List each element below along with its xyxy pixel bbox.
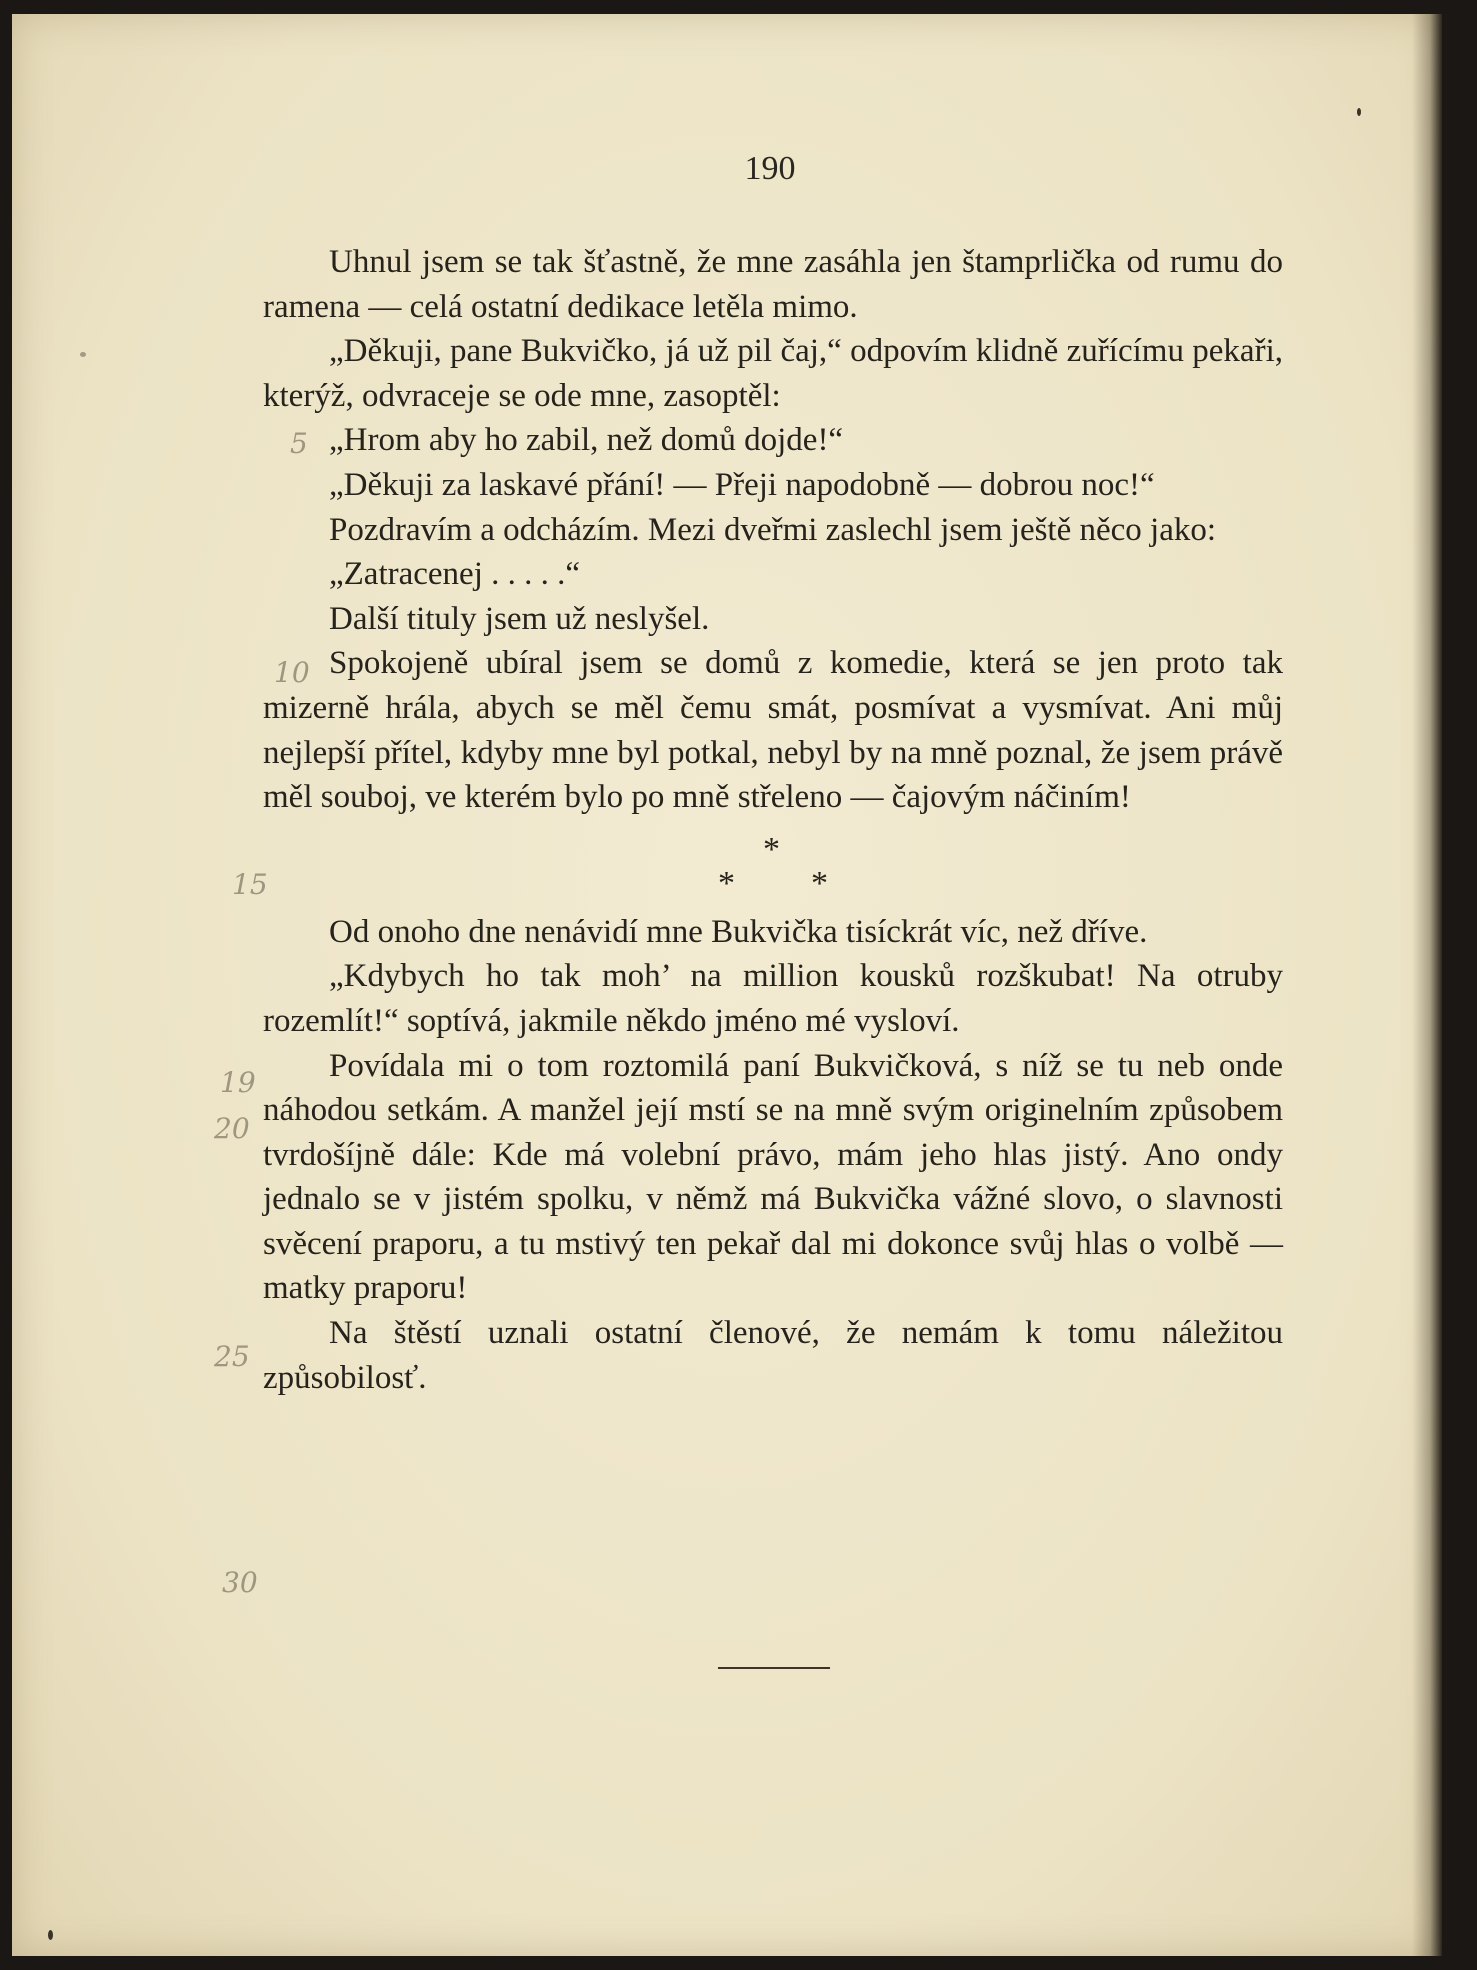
margin-line-number: 15	[232, 868, 268, 901]
paragraph-11: Povídala mi o tom roztomilá paní Bukvičková, s níž se tu neb onde náhodou setkám. A manžel její mstí se na mně svým originelním způsobem tvrdošíjně dále: Kde má volební právo, mám jeho hlas jistý. Ano ondy jednalo se v jistém spolku, v němž má Bukvička vážné slovo, o slavnosti svěcení praporu, a tu mstivý ten pekař dal mi dokonce svůj hlas o volbě — matky praporu!	[263, 1047, 1283, 1307]
section-separator	[263, 820, 1283, 910]
paragraph-12: Na štěstí uznali ostatní členové, že nemám k tomu náležitou způsobilosť.	[263, 1315, 1283, 1396]
end-rule	[718, 1667, 830, 1669]
paragraph-2: „Děkuji, pane Bukvičko, já už pil čaj,“ odpovím klidně zuřícímu pekaři, kterýž, odvraceje se ode mne, zasoptěl:	[263, 333, 1283, 414]
paragraph-4: „Děkuji za laskavé přání! — Přeji napodobně — dobrou noc!“	[329, 466, 1155, 503]
paper-speck	[80, 352, 86, 357]
paper-speck	[48, 1930, 53, 1940]
margin-line-number: 5	[290, 427, 308, 460]
page-spine-shadow	[1412, 14, 1442, 1956]
margin-line-number: 30	[222, 1566, 258, 1599]
margin-line-number: 19	[220, 1066, 256, 1099]
paragraph-7: Další tituly jsem už neslyšel.	[329, 600, 710, 637]
paragraph-3: „Hrom aby ho zabil, než domů dojde!“	[329, 422, 844, 459]
paper-speck	[1357, 108, 1361, 116]
margin-line-number: 20	[214, 1112, 250, 1145]
page-body	[263, 240, 1283, 1400]
paragraph-8: Spokojeně ubíral jsem se domů z komedie, která se jen proto tak mizerně hrála, abych se měl čemu smát, posmívat a vysmívat. Ani můj nejlepší přítel, kdyby mne byl potkal, nebyl by na mně poznal, že jsem právě měl souboj, ve kterém bylo po mně střeleno — čajovým náčiním!	[263, 645, 1283, 816]
paragraph-10: „Kdybych ho tak moh’ na million kousků rozškubat! Na otruby rozemlít!“ soptívá, jakmile někdo jméno mé vysloví.	[263, 958, 1283, 1039]
margin-line-number: 10	[274, 656, 310, 689]
separator-asterisk: *	[763, 830, 780, 868]
separator-asterisk: *	[718, 864, 735, 902]
paragraph-1: Uhnul jsem se tak šťastně, že mne zasáhla jen štamprlička od rumu do ramena — celá ostatní dedikace letěla mimo.	[263, 244, 1283, 325]
paragraph-5: Pozdravím a odcházím. Mezi dveřmi zaslechl jsem ještě něco jako:	[329, 511, 1217, 548]
paragraph-9: Od onoho dne nenávidí mne Bukvička tisíckrát víc, než dříve.	[329, 913, 1148, 950]
page-number: 190	[744, 150, 796, 187]
margin-line-number: 25	[214, 1340, 250, 1373]
paragraph-6: „Zatracenej . . . . .“	[329, 556, 581, 593]
separator-asterisk: *	[811, 864, 828, 902]
